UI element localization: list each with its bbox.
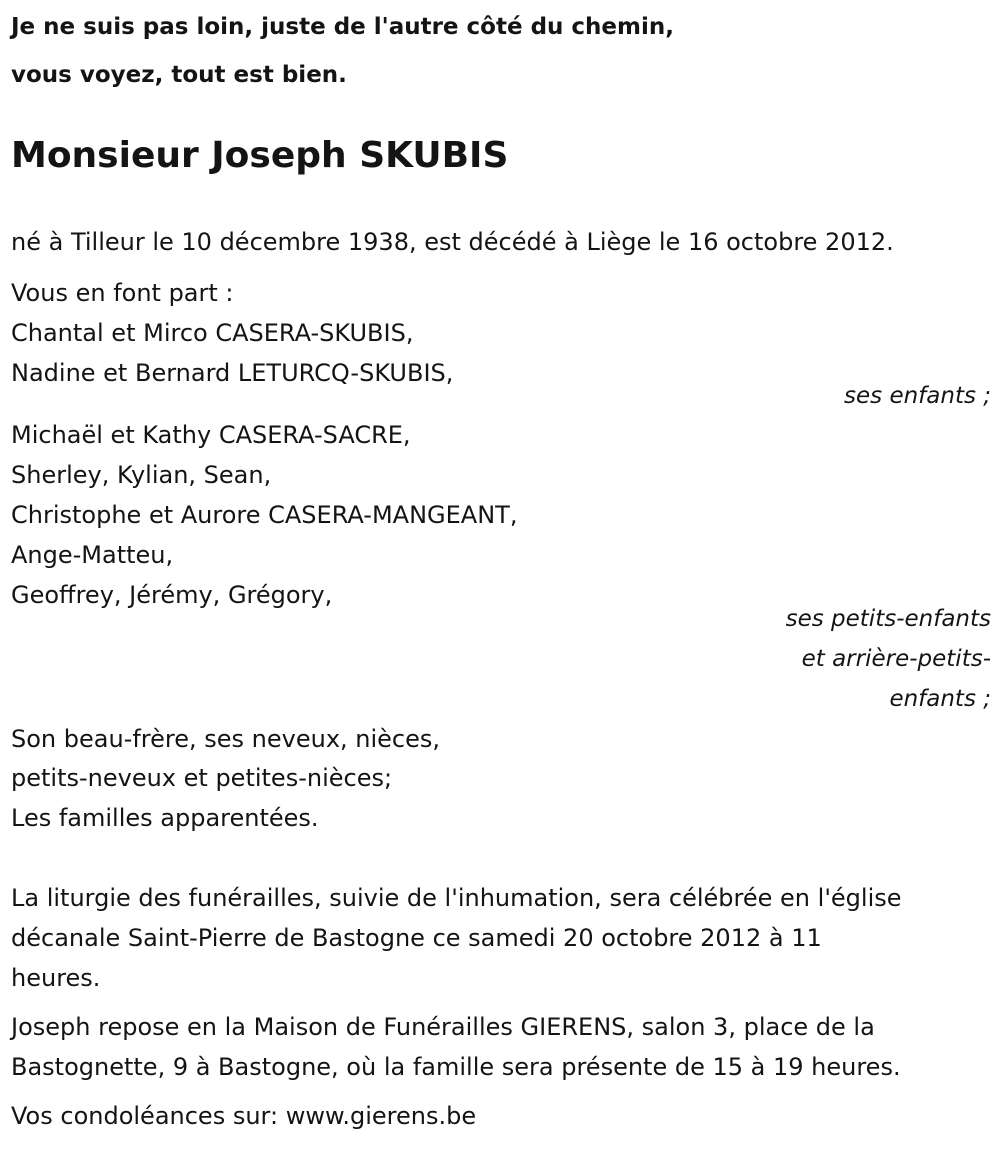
funeral-line: heures. (11, 964, 101, 992)
quote-line-1: Je ne suis pas loin, juste de l'autre côté du chemin, (11, 14, 674, 40)
funeral-line: décanale Saint-Pierre de Bastogne ce samedi 20 octobre 2012 à 11 (11, 924, 822, 952)
family-line: petits-neveux et petites-nièces; (11, 764, 393, 792)
children-line: Chantal et Mirco CASERA-SKUBIS, (11, 319, 414, 347)
children-relation: ses enfants ; (844, 383, 991, 409)
quote-line-2: vous voyez, tout est bien. (11, 62, 347, 88)
family-line: Les familles apparentées. (11, 804, 319, 832)
intro-line: Vous en font part : (11, 279, 234, 307)
grandchildren-relation: ses petits-enfants (785, 606, 991, 632)
grandchildren-relation: et arrière-petits- (801, 646, 991, 672)
birth-death-line: né à Tilleur le 10 décembre 1938, est décédé à Liège le 16 octobre 2012. (11, 228, 894, 256)
grandchildren-relation: enfants ; (889, 686, 991, 712)
grandchildren-line: Ange-Matteu, (11, 541, 174, 569)
repose-line: Bastognette, 9 à Bastogne, où la famille sera présente de 15 à 19 heures. (11, 1053, 901, 1081)
condolences-line: Vos condoléances sur: www.gierens.be (11, 1102, 477, 1130)
grandchildren-line: Michaël et Kathy CASERA-SACRE, (11, 421, 411, 449)
grandchildren-line: Geoffrey, Jérémy, Grégory, (11, 581, 333, 609)
deceased-name: Monsieur Joseph SKUBIS (11, 135, 509, 176)
grandchildren-line: Christophe et Aurore CASERA-MANGEANT, (11, 501, 518, 529)
repose-line: Joseph repose en la Maison de Funérailles GIERENS, salon 3, place de la (11, 1013, 875, 1041)
grandchildren-line: Sherley, Kylian, Sean, (11, 461, 272, 489)
family-line: Son beau-frère, ses neveux, nièces, (11, 725, 441, 753)
funeral-line: La liturgie des funérailles, suivie de l'inhumation, sera célébrée en l'église (11, 884, 902, 912)
children-line: Nadine et Bernard LETURCQ-SKUBIS, (11, 359, 454, 387)
